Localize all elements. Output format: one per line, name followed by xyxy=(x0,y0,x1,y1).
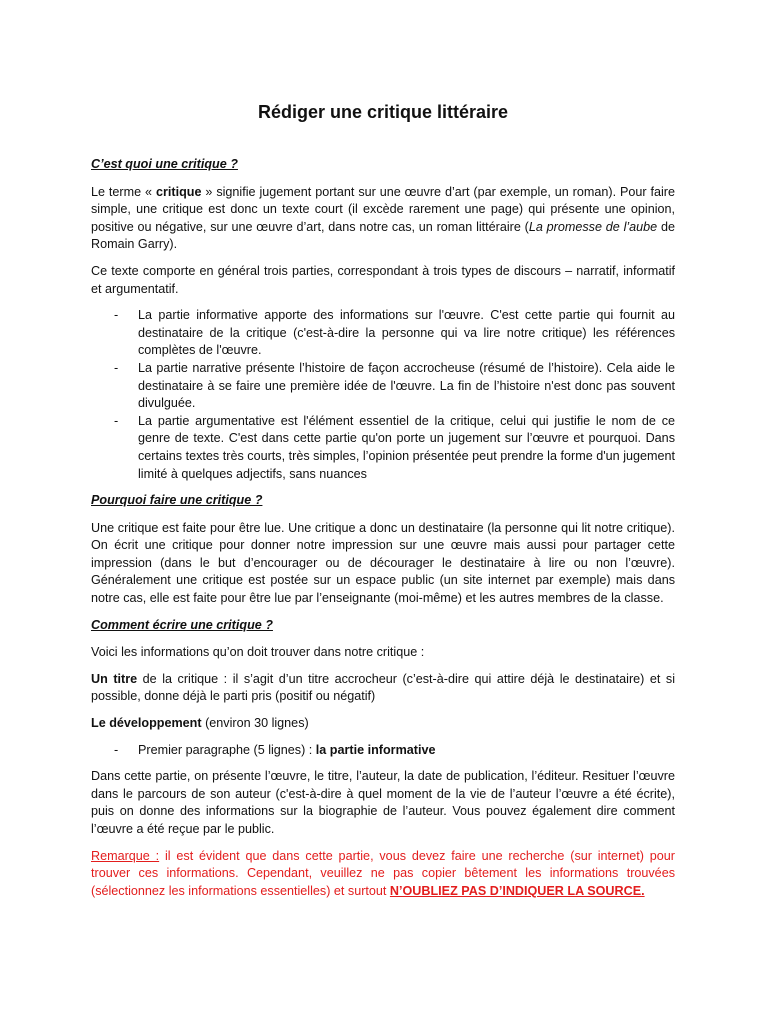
text-run: Premier paragraphe (5 lignes) : xyxy=(138,742,316,757)
parts-list xyxy=(91,307,675,483)
remark-label: Remarque : xyxy=(91,848,160,863)
text-run: de Romain Garry). xyxy=(91,219,676,252)
list-item xyxy=(91,307,675,360)
paragraph-development xyxy=(91,715,675,733)
remark-paragraph xyxy=(91,848,675,901)
dash-bullet: - xyxy=(114,360,119,375)
development-list xyxy=(91,742,675,760)
label-title: Un titre xyxy=(91,671,138,686)
section-heading-why: Pourquoi faire une critique ? xyxy=(91,493,263,508)
dash-bullet: - xyxy=(114,742,119,757)
paragraph-why: Une critique est faite pour être lue. Une critique a donc un destinataire (la personne qui lit notre critique). On écrit une critique pour donner notre impression sur une œuvre mais aussi pour partager cette impression (dans le but d’encourager ou de décourager le destinataire à lire ou non l’œuvre). Généralement une critique est postée sur un espace public (un site internet par exemple) mais dans notre cas, elle est faite pour être lue par l’enseignante (moi-même) et les autres membres de la classe. xyxy=(91,520,675,606)
label-informative-part: la partie informative xyxy=(315,742,436,757)
paragraph-intro: Voici les informations qu’on doit trouver dans notre critique : xyxy=(91,645,425,660)
paragraph-informative-detail: Dans cette partie, on présente l’œuvre, le titre, l’auteur, la date de publication, l’éditeur. Resituer l’œuvre dans le parcours de son auteur (c'est-à-dire à quel moment de la vie de l’auteur l’œuvre a été écrite), puis on donne des informations sur la biographie de l’auteur. Vous pouvez également dire comment l’œuvre a été reçue par le public. xyxy=(91,769,675,836)
text-run: » signifie jugement portant sur une œuvre d’art (par exemple, un roman). Pour faire simple, une critique est donc un texte court (il excède rarement une page) qui présente une opinion, positive ou négative, sur une œuvre d’art, dans notre cas, un roman littéraire ( xyxy=(91,184,676,234)
text-run: Le terme « xyxy=(91,184,156,199)
text-run: de la critique : il s’agit d’un titre accrocheur (c’est-à-dire qui attire déjà le destinataire) et si possible, donne déjà le parti pris (positif ou négatif) xyxy=(91,671,675,704)
label-development: Le développement xyxy=(91,716,202,731)
list-item xyxy=(91,360,675,413)
section-heading-what-is: C’est quoi une critique ? xyxy=(91,157,238,171)
paragraph-three-parts: Ce texte comporte en général trois parties, correspondant à trois types de discours – narratif, informatif et argumentatif. xyxy=(91,263,675,296)
list-item-text: La partie argumentative est l'élément essentiel de la critique, celui qui justifie le nom de ce genre de texte. C'est dans cette partie qu'on porte un jugement sur l’œuvre et pourquoi. Dans certains textes très courts, très simples, l’opinion présentée peut prendre la forme d'un jugement limité à quelques adjectifs, sans nuances xyxy=(138,413,675,481)
term-critique: critique xyxy=(155,184,202,199)
list-item-text: La partie informative apporte des informations sur l'œuvre. C'est cette partie qui fournit au destinataire de la critique (c'est-à-dire la personne qui va lire notre critique) les références complètes de l'œuvre. xyxy=(138,308,675,358)
book-title: La promesse de l’aube xyxy=(528,219,658,234)
list-item xyxy=(91,742,675,760)
section-heading-how: Comment écrire une critique ? xyxy=(91,617,273,632)
dash-bullet: - xyxy=(114,413,119,428)
document-title: Rédiger une critique littéraire xyxy=(257,102,509,122)
list-item xyxy=(91,413,675,483)
remark-text: il est évident que dans cette partie, vous devez faire une recherche (sur internet) pour trouver ces informations. Cependant, veuillez ne pas copier bêtement les informations trouvées (sélectionnez les informations essentielles) et surtout xyxy=(91,848,675,898)
paragraph-title-info xyxy=(91,671,675,706)
paragraph-definition xyxy=(91,184,675,254)
remark-emphasis: N’OUBLIEZ PAS D’INDIQUER LA SOURCE. xyxy=(389,883,645,898)
text-run: (environ 30 lignes) xyxy=(201,716,309,731)
list-item-text: La partie narrative présente l’histoire de façon accrocheuse (résumé de l’histoire). Cela aide le destinataire à se faire une première idée de l'œuvre. La fin de l’histoire n'est donc pas souvent divulguée. xyxy=(138,360,675,411)
dash-bullet: - xyxy=(114,308,119,323)
